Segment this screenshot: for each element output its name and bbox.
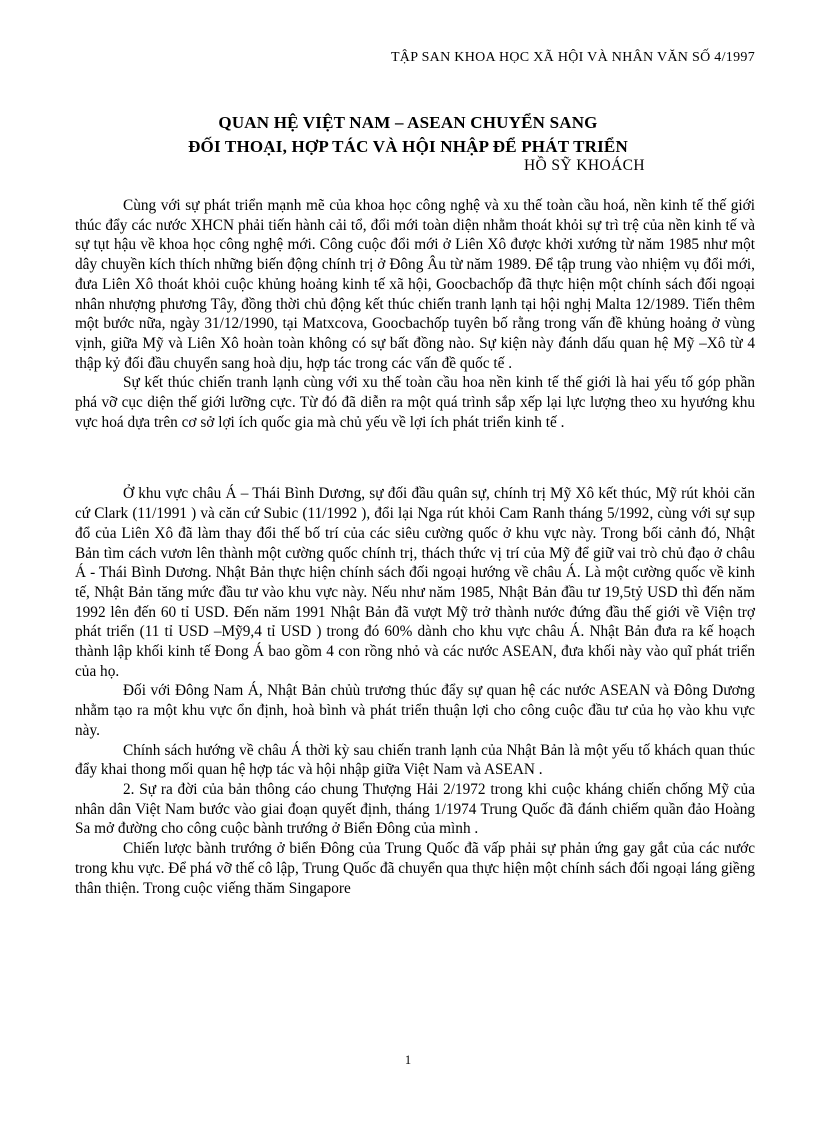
body-paragraph: 2. Sự ra đời của bản thông cáo chung Thượng Hải 2/1972 trong khi cuộc kháng chiến chống Mỹ của nhân dân Việt Nam bước vào giai đoạn quyết định, tháng 1/1974 Trung Quốc đã đánh chiếm quần đảo Hoàng Sa mở đường cho công cuộc bành trướng ở Biển Đông của mình . xyxy=(75,780,755,838)
article-title xyxy=(0,111,816,159)
body-paragraph: Chính sách hướng về châu Á thời kỳ sau chiến tranh lạnh của Nhật Bản là một yếu tố khách quan thúc đẩy khai thong mối quan hệ hợp tác và hội nhập giữa Việt Nam và ASEAN . xyxy=(75,741,755,779)
body-paragraph: Chiến lược bành trướng ở biển Đông của Trung Quốc đã vấp phải sự phản ứng gay gắt của các nước trong khu vực. Để phá vỡ thế cô lập, Trung Quốc đã chuyển qua thực hiện một chính sách đối ngoại láng giềng thân thiện. Trong cuộc viếng thăm Singapore xyxy=(75,840,755,897)
article-title-line-2: ĐỐI THOẠI, HỢP TÁC VÀ HỘI NHẬP ĐỂ PHÁT TRIỂN xyxy=(188,137,628,156)
author-name: HỒ SỸ KHOÁCH xyxy=(523,157,645,174)
article-title-line-1: QUAN HỆ VIỆT NAM – ASEAN CHUYỂN SANG xyxy=(218,113,598,132)
article-body xyxy=(75,196,755,898)
body-paragraph: Sự kết thúc chiến tranh lạnh cùng với xu thế toàn cầu hoa nền kinh tế thế giới là hai yếu tố góp phần phá vỡ cục diện thế giới lưỡng cực. Từ đó đã diễn ra một quá trình sắp xếp lại lực lượng theo xu hyướng khu vực hoá dựa trên cơ sở lợi ích quốc gia mà chủ yếu về lợi ích phát triển kinh tế . xyxy=(75,374,755,431)
body-paragraph: Cùng với sự phát triển mạnh mẽ của khoa học công nghệ và xu thế toàn cầu hoá, nền kinh tế thế giới thúc đẩy các nước XHCN phải tiến hành cải tổ, đổi mới toàn diện nhằm thoát khỏi sự trì trệ của nền kinh tế và sự tụt hậu về khoa học công nghệ mới. Công cuộc đổi mới ở Liên Xô được khởi xướng từ năm 1985 như một dây chuyền kích thích những biến động chính trị ở Đông Âu từ năm 1989. Để tập trung vào nhiệm vụ đổi mới, đưa Liên Xô thoát khỏi cuộc khủng hoảng kinh tế xã hội, Goocbachốp đã thực hiện một chính sách đối ngoại nhân nhượng phương Tây, đồng thời chủ động kết thúc chiến tranh lạnh tại hội nghị Malta 12/1989. Tiến thêm một bước nữa, ngày 31/12/1990, tại Matxcova, Goocbachốp tuyên bố rằng trong vấn đề khủng hoảng ở vùng vịnh, giữa Mỹ và Liên Xô hoàn toàn không có sự bất đồng nào. Sự kiện này đánh dấu quan hệ Mỹ –Xô từ 4 thập kỷ đối đầu chuyển sang hoà dịu, hợp tác trong các vấn đề quốc tế . xyxy=(75,197,755,372)
body-paragraph: Đối với Đông Nam Á, Nhật Bản chủù trương thúc đẩy sự quan hệ các nước ASEAN và Đông Dương nhằm tạo ra một khu vực ổn định, hoà bình và phát triển thuận lợi cho công cuộc đầu tư của họ vào khu vực này. xyxy=(75,682,755,739)
journal-header: TẬP SAN KHOA HỌC XÃ HỘI VÀ NHÂN VĂN SỐ 4/1997 xyxy=(390,50,755,65)
page-number: 1 xyxy=(404,1053,412,1067)
body-paragraph: Ở khu vực châu Á – Thái Bình Dương, sự đối đầu quân sự, chính trị Mỹ Xô kết thúc, Mỹ rút khỏi căn cứ Clark (11/1991 ) và căn cứ Subic (11/1992 ), đổi lại Nga rút khỏi Cam Ranh tháng 5/1992, cùng với sự sụp đổ của Liên Xô đã làm thay đổi thế bố trí của các siêu cường quốc ở khu vực này. Trong bối cảnh đó, Nhật Bản tìm cách vươn lên thành một cường quốc chính trị, thách thức vị trí của Mỹ để giữ vai trò chủ đạo ở châu Á - Thái Bình Dương. Nhật Bản thực hiện chính sách đối ngoại hướng về châu Á. Là một cường quốc về kinh tế, Nhật Bản tăng mức đầu tư vào khu vực này. Nếu như năm 1985, Nhật Bản đầu tư 19,5tỷ USD thì đến năm 1992 lên đến 60 tỉ USD. Đến năm 1991 Nhật Bản đã vượt Mỹ trở thành nước đứng đầu thế giới về Viện trợ phát triển (11 tỉ USD –Mỹ9,4 tỉ USD ) trong đó 60% dành cho khu vực châu Á. Nhật Bản đưa ra kế hoạch thành lập khối kinh tế Đong Á bao gồm 4 con rồng nhỏ và các nước ASEAN, đưa khối này vào quĩ phát triển của họ. xyxy=(75,485,755,680)
